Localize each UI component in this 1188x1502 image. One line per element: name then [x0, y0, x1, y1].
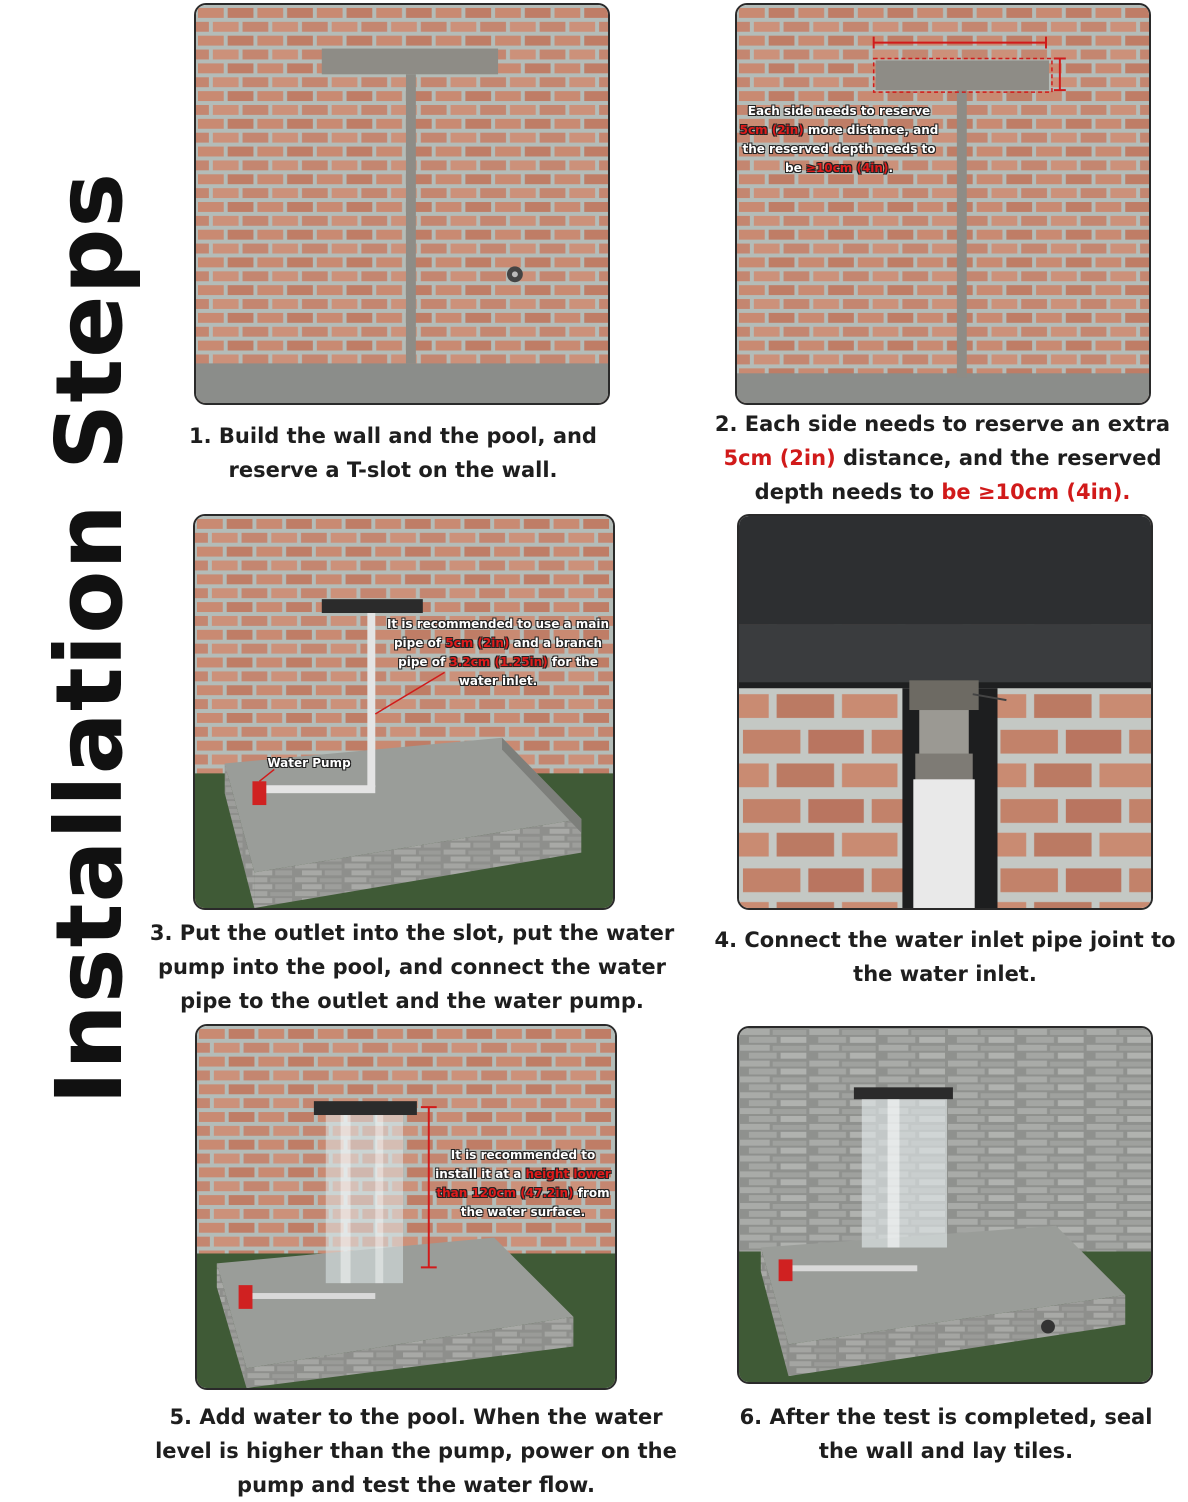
step-2-caption: 2. Each side needs to reserve an extra 5cm (2in) distance, and the reserved depth needs to be ≥10cm (4in). [714, 412, 1171, 504]
step-5-annotation: It is recommended to install it at a height lower than 120cm (47.2in) from the water surface. [435, 1148, 611, 1219]
pool-pipe-illustration [195, 516, 613, 908]
brick-wall-slot-illustration [737, 5, 1149, 403]
water-pump-label: Water Pump [267, 756, 351, 770]
brick-wall-illustration [196, 5, 608, 403]
step-2-annotation: Each side needs to reserve 5cm (2in) more distance, and the reserved depth needs to be ≥10cm (4in). [739, 104, 939, 175]
step-2-image [735, 3, 1151, 405]
step-5-image [195, 1024, 617, 1390]
step-6-caption: 6. After the test is completed, seal the wall and lay tiles. [739, 1405, 1153, 1463]
step-1-image [194, 3, 610, 405]
page-title: Installation Steps [36, 171, 143, 1105]
step-6-image [737, 1026, 1153, 1384]
pipe-joint-closeup [739, 516, 1151, 908]
step-1-caption: 1. Build the wall and the pool, and reserve a T-slot on the wall. [189, 424, 597, 482]
step-4-image [737, 514, 1153, 910]
finished-tiled-wall-illustration [739, 1028, 1151, 1382]
step-3-annotation: It is recommended to use a main pipe of 5cm (2in) and a branch pipe of 3.2cm (1.25in) for the water inlet. [386, 617, 610, 688]
step-5-caption: 5. Add water to the pool. When the water level is higher than the pump, power on the pump and test the water flow. [155, 1405, 677, 1497]
step-4-caption: 4. Connect the water inlet pipe joint to the water inlet. [714, 928, 1176, 986]
step-3-image [193, 514, 615, 910]
step-3-caption: 3. Put the outlet into the slot, put the water pump into the pool, and connect the water pipe to the outlet and the water pump. [149, 921, 675, 1013]
